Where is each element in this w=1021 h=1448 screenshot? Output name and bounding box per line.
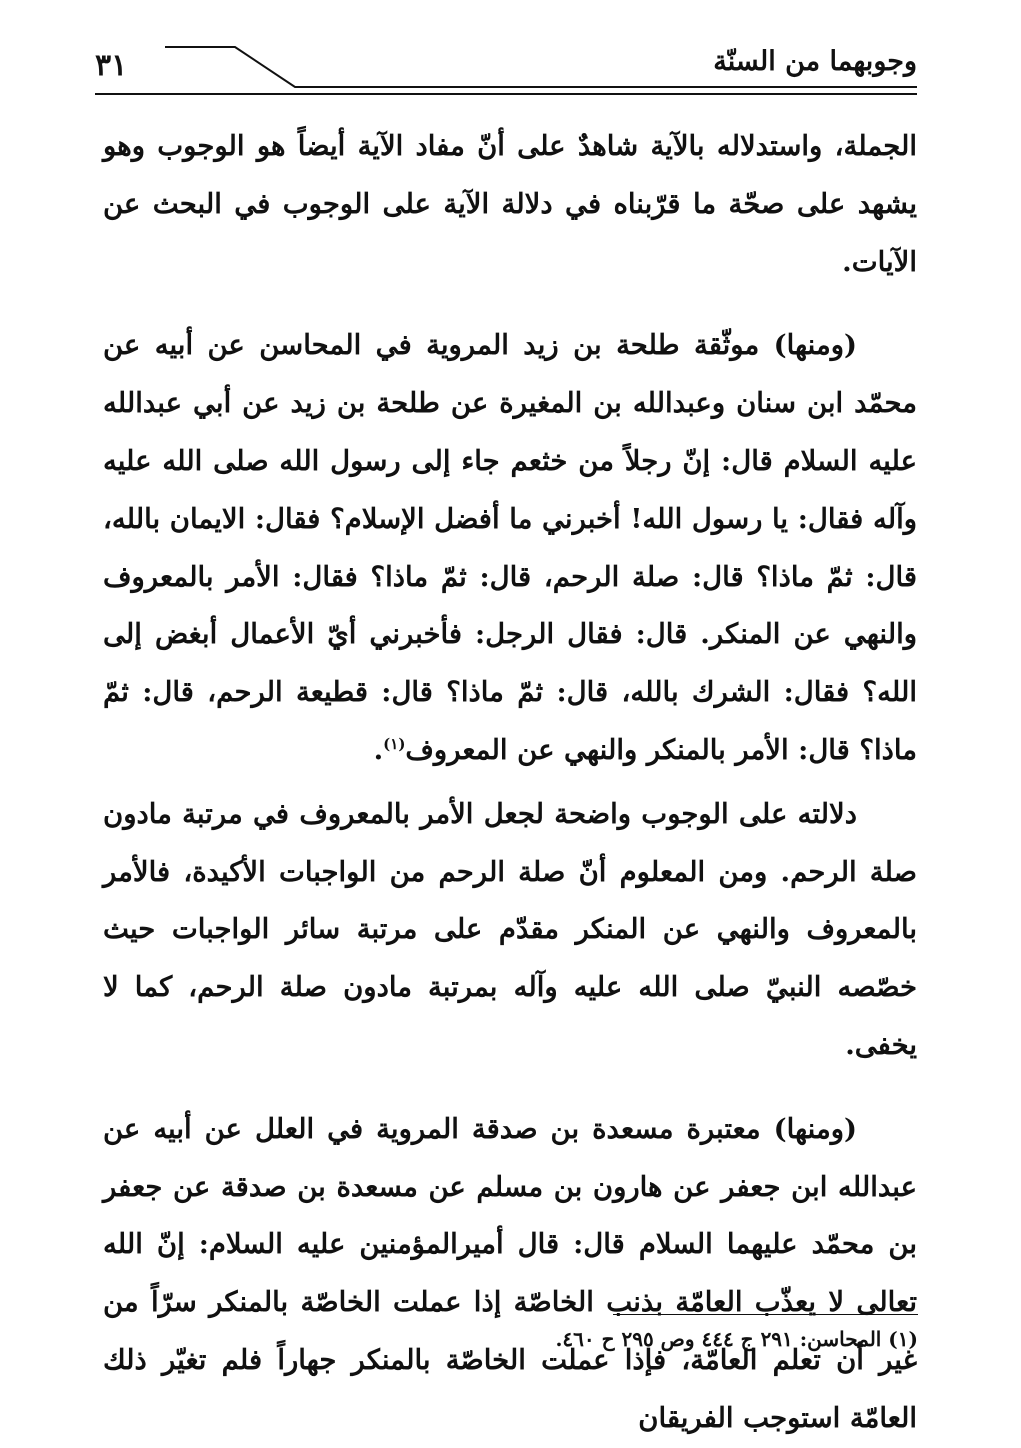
paragraph-3: دلالته على الوجوب واضحة لجعل الأمر بالمعروف في مرتبة مادون صلة الرحم. ومن المعلوم أنّ صلة الرحم من الواجبات الأكيدة، فالأمر بالمعروف والنهي عن المنكر مقدّم على مرتبة سائر الواجبات حيث خصّصه النبيّ صلى الله عليه وآله بمرتبة مادون صلة الرحم، كما لا يخفى.: [103, 797, 917, 1061]
footnote-divider: [613, 1314, 918, 1315]
paragraph-1: الجملة، واستدلاله بالآية شاهدٌ على أنّ مفاد الآية أيضاً هو الوجوب وهو يشهد على صحّة ما قرّبناه في دلالة الآية على الوجوب في البحث عن الآيات.: [103, 130, 917, 278]
body-text: [103, 118, 917, 1448]
footnote: (١) المحاسن: ٢٩١ ج ٤٤٤ وص ٢٩٥ ح ٤٦٠.: [555, 1327, 918, 1351]
footnote-reference: (١): [383, 734, 406, 753]
paragraph-4: (ومنها) معتبرة مسعدة بن صدقة المروية في العلل عن أبيه عن عبدالله ابن جعفر عن هارون بن مسلم عن مسعدة بن صدقة عن جعفر بن محمّد عليهما السلام قال: قال أميرالمؤمنين عليه السلام: إنّ الله تعالى لا يعذّب العامّة بذنب الخاصّة إذا عملت الخاصّة بالمنكر سرّاً من غير أن تعلم العامّة، فإذا عملت الخاصّة بالمنكر جهاراً فلم تغيّر ذلك العامّة استوجب الفريقان: [103, 1112, 917, 1434]
running-title: وجوبهما من السنّة: [713, 46, 917, 77]
paragraph-2-text: (ومنها) موثّقة طلحة بن زيد المروية في المحاسن عن أبيه عن محمّد ابن سنان وعبدالله بن المغيرة عن طلحة بن زيد عن أبي عبدالله عليه السلام قال: إنّ رجلاً من خثعم جاء إلى رسول الله صلى الله عليه وآله فقال: يا رسول الله! أخبرني ما أفضل الإسلام؟ فقال: الايمان بالله، قال: ثمّ ماذا؟ قال: صلة الرحم، قال: ثمّ ماذا؟ فقال: الأمر بالمعروف والنهي عن المنكر. قال: فقال الرجل: فأخبرني أيّ الأعمال أبغض إلى الله؟ فقال: الشرك بالله، قال: ثمّ ماذا؟ قال: قطيعة الرحم، قال: ثمّ ماذا؟ قال: الأمر بالمنكر والنهي عن المعروف: [103, 329, 917, 766]
paragraph-2: [103, 317, 917, 779]
paragraph-2-end: .: [373, 733, 384, 766]
page-number: ٣١: [95, 48, 128, 83]
page-header: [95, 40, 917, 100]
